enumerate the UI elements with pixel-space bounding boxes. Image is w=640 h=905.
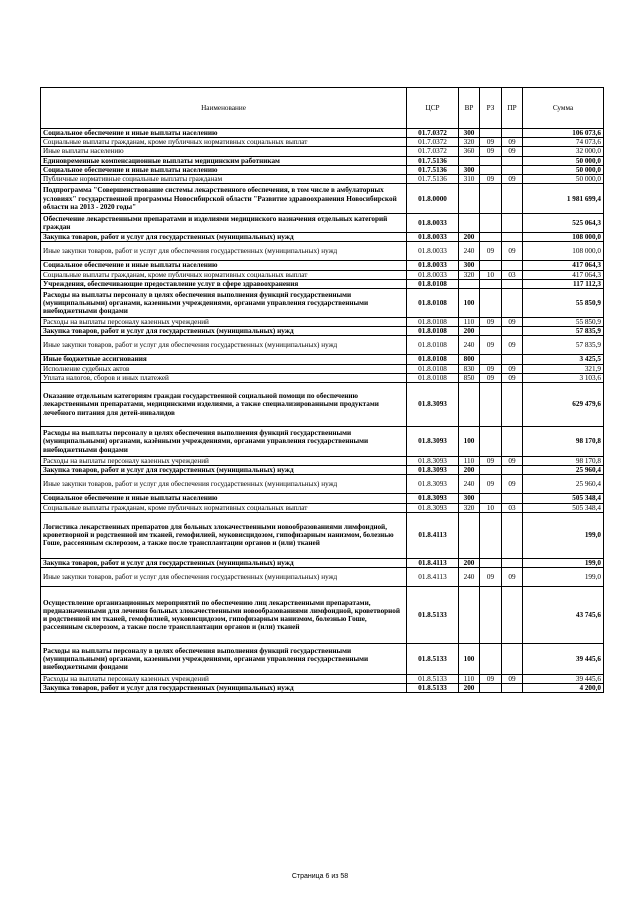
cell-vr: 100 <box>459 427 480 457</box>
cell-rz: 10 <box>480 270 502 279</box>
header-rz: РЗ <box>480 88 502 129</box>
table-row <box>41 279 604 288</box>
cell-sum: 525 064,3 <box>523 214 604 233</box>
table-body <box>41 129 604 693</box>
cell-rz: 09 <box>480 175 502 184</box>
cell-name: Расходы на выплаты персоналу казенных учреждений <box>41 457 407 466</box>
header-name: Наименование <box>41 88 407 129</box>
table-row <box>41 364 604 373</box>
table-row <box>41 503 604 512</box>
table-row <box>41 558 604 567</box>
cell-sum: 1 981 699,4 <box>523 184 604 214</box>
cell-vr: 300 <box>459 165 480 174</box>
cell-pr <box>502 261 523 270</box>
table-row <box>41 336 604 355</box>
cell-sum: 117 112,3 <box>523 279 604 288</box>
table-row <box>41 147 604 156</box>
cell-vr: 240 <box>459 336 480 355</box>
cell-pr <box>502 129 523 138</box>
table-row <box>41 383 604 427</box>
cell-sum: 108 000,0 <box>523 242 604 261</box>
cell-csr: 01.8.5133 <box>407 684 459 693</box>
cell-rz <box>480 184 502 214</box>
cell-pr: 03 <box>502 270 523 279</box>
cell-pr <box>502 327 523 336</box>
cell-pr: 09 <box>502 318 523 327</box>
cell-rz <box>480 261 502 270</box>
cell-csr: 01.8.4113 <box>407 512 459 558</box>
cell-vr: 200 <box>459 233 480 242</box>
table-row <box>41 457 604 466</box>
cell-name: Иные выплаты населению <box>41 147 407 156</box>
cell-sum: 57 835,9 <box>523 336 604 355</box>
cell-vr <box>459 587 480 644</box>
cell-pr: 09 <box>502 457 523 466</box>
cell-rz <box>480 129 502 138</box>
cell-rz: 09 <box>480 568 502 587</box>
cell-pr <box>502 165 523 174</box>
cell-pr <box>502 156 523 165</box>
cell-rz <box>480 427 502 457</box>
cell-pr: 09 <box>502 675 523 684</box>
budget-table <box>40 87 604 693</box>
cell-csr: 01.8.0108 <box>407 318 459 327</box>
cell-vr: 240 <box>459 475 480 494</box>
cell-csr: 01.8.3093 <box>407 466 459 475</box>
cell-vr: 100 <box>459 644 480 675</box>
cell-sum: 57 835,9 <box>523 327 604 336</box>
cell-csr: 01.7.5136 <box>407 156 459 165</box>
cell-name: Иные закупки товаров, работ и услуг для обеспечения государственных (муниципальных) нужд <box>41 568 407 587</box>
cell-pr: 09 <box>502 568 523 587</box>
cell-vr: 300 <box>459 494 480 503</box>
header-row <box>41 88 604 129</box>
cell-name: Публичные нормативные социальные выплаты гражданам <box>41 175 407 184</box>
cell-sum: 199,0 <box>523 512 604 558</box>
cell-csr: 01.8.3093 <box>407 427 459 457</box>
cell-name: Расходы на выплаты персоналу в целях обеспечения выполнения функций государственными (муниципальными) органами, казёнными учреждениями, органами управления государственными внебюджетными фондами <box>41 427 407 457</box>
header-csr: ЦСР <box>407 88 459 129</box>
cell-pr: 09 <box>502 475 523 494</box>
cell-vr: 200 <box>459 684 480 693</box>
cell-sum: 50 000,0 <box>523 156 604 165</box>
cell-name: Расходы на выплаты персоналу в целях обеспечения выполнения функций государственными (муниципальными) органами, казенными учреждениями, органами управления государственными внебюджетными фондами <box>41 644 407 675</box>
cell-name: Социальное обеспечение и иные выплаты населению <box>41 129 407 138</box>
cell-pr: 09 <box>502 242 523 261</box>
cell-csr: 01.8.0033 <box>407 270 459 279</box>
cell-rz <box>480 165 502 174</box>
cell-rz <box>480 494 502 503</box>
cell-sum: 25 960,4 <box>523 475 604 494</box>
cell-csr: 01.8.4113 <box>407 568 459 587</box>
cell-sum: 32 000,0 <box>523 147 604 156</box>
header-vr: ВР <box>459 88 480 129</box>
cell-pr: 09 <box>502 147 523 156</box>
cell-rz: 09 <box>480 138 502 147</box>
cell-name: Расходы на выплаты персоналу казенных учреждений <box>41 675 407 684</box>
table-row <box>41 494 604 503</box>
cell-sum: 98 170,8 <box>523 457 604 466</box>
cell-pr: 09 <box>502 175 523 184</box>
cell-vr <box>459 156 480 165</box>
cell-pr: 09 <box>502 364 523 373</box>
table-row <box>41 327 604 336</box>
cell-name: Иные бюджетные ассигнования <box>41 355 407 364</box>
table-row <box>41 156 604 165</box>
cell-rz: 09 <box>480 364 502 373</box>
cell-pr <box>502 512 523 558</box>
cell-name: Учреждения, обеспечивающие предоставление услуг в сфере здравоохранения <box>41 279 407 288</box>
cell-csr: 01.8.3093 <box>407 503 459 512</box>
cell-pr <box>502 558 523 567</box>
cell-name: Социальное обеспечение и иные выплаты населению <box>41 165 407 174</box>
cell-pr <box>502 355 523 364</box>
cell-sum: 39 445,6 <box>523 644 604 675</box>
cell-name: Закупка товаров, работ и услуг для государственных (муниципальных) нужд <box>41 233 407 242</box>
cell-name: Социальные выплаты гражданам, кроме публичных нормативных социальных выплат <box>41 138 407 147</box>
cell-rz <box>480 383 502 427</box>
cell-csr: 01.8.5133 <box>407 644 459 675</box>
table-row <box>41 587 604 644</box>
cell-rz: 09 <box>480 457 502 466</box>
cell-vr: 300 <box>459 129 480 138</box>
cell-vr: 200 <box>459 327 480 336</box>
cell-rz <box>480 214 502 233</box>
cell-name: Единовременные компенсационные выплаты медицинским работникам <box>41 156 407 165</box>
cell-csr: 01.8.0108 <box>407 327 459 336</box>
cell-rz <box>480 558 502 567</box>
cell-rz <box>480 644 502 675</box>
cell-rz <box>480 279 502 288</box>
table-row <box>41 427 604 457</box>
cell-name: Закупка товаров, работ и услуг для государственных (муниципальных) нужд <box>41 466 407 475</box>
cell-vr <box>459 184 480 214</box>
cell-vr: 320 <box>459 503 480 512</box>
cell-sum: 50 000,0 <box>523 165 604 174</box>
cell-pr <box>502 644 523 675</box>
cell-name: Уплата налогов, сборов и иных платежей <box>41 373 407 382</box>
cell-vr: 110 <box>459 457 480 466</box>
cell-pr <box>502 466 523 475</box>
cell-sum: 4 200,0 <box>523 684 604 693</box>
cell-csr: 01.8.0108 <box>407 364 459 373</box>
cell-csr: 01.8.4113 <box>407 558 459 567</box>
cell-pr <box>502 587 523 644</box>
cell-rz <box>480 587 502 644</box>
cell-pr: 09 <box>502 336 523 355</box>
cell-rz: 10 <box>480 503 502 512</box>
cell-pr <box>502 233 523 242</box>
cell-sum: 98 170,8 <box>523 427 604 457</box>
cell-vr: 320 <box>459 138 480 147</box>
cell-csr: 01.8.0108 <box>407 355 459 364</box>
cell-sum: 3 425,5 <box>523 355 604 364</box>
cell-pr <box>502 427 523 457</box>
cell-name: Расходы на выплаты персоналу казенных учреждений <box>41 318 407 327</box>
table-row <box>41 233 604 242</box>
cell-name: Осуществление организационных мероприятий по обеспечению лиц лекарственными препаратами, предназначенными для лечения больных злокачественными новообразованиями лимфоидной, кроветворной и родственной им тканей, гемофилией, муковисцидозом, гипофизарным нанизмом, болезнью Гоше, рассеянным склерозом, а также после трансплантации органов и (или) тканей <box>41 587 407 644</box>
table-row <box>41 289 604 318</box>
cell-vr <box>459 279 480 288</box>
table-row <box>41 175 604 184</box>
cell-vr: 800 <box>459 355 480 364</box>
cell-name: Закупка товаров, работ и услуг для государственных (муниципальных) нужд <box>41 327 407 336</box>
table-row <box>41 373 604 382</box>
cell-name: Расходы на выплаты персоналу в целях обеспечения выполнения функций государственными (муниципальными) органами, казенными учреждениями, органами управления государственными внебюджетными фондами <box>41 289 407 318</box>
cell-rz: 09 <box>480 147 502 156</box>
cell-name: Логистика лекарственных препаратов для больных злокачественными новообразованиями лимфоидной, кроветворной и родственной им тканей, гемофилией, муковисцидозом, гипофизарным нанизмом, болезнью Гоше, рассеянным склерозом, а также после трансплантации органов и (или) тканей <box>41 512 407 558</box>
cell-rz <box>480 684 502 693</box>
cell-vr <box>459 383 480 427</box>
cell-sum: 25 960,4 <box>523 466 604 475</box>
cell-sum: 55 850,9 <box>523 318 604 327</box>
cell-csr: 01.8.0033 <box>407 233 459 242</box>
cell-name: Социальные выплаты гражданам, кроме публичных нормативных социальных выплат <box>41 503 407 512</box>
cell-rz <box>480 466 502 475</box>
table-row <box>41 466 604 475</box>
cell-pr: 09 <box>502 138 523 147</box>
cell-pr <box>502 214 523 233</box>
table-row <box>41 184 604 214</box>
cell-vr: 240 <box>459 568 480 587</box>
cell-sum: 505 348,4 <box>523 494 604 503</box>
cell-rz <box>480 289 502 318</box>
cell-pr <box>502 279 523 288</box>
cell-csr: 01.8.0108 <box>407 279 459 288</box>
cell-csr: 01.8.0033 <box>407 242 459 261</box>
cell-vr: 360 <box>459 147 480 156</box>
cell-vr: 310 <box>459 175 480 184</box>
cell-rz <box>480 355 502 364</box>
cell-sum: 417 064,3 <box>523 261 604 270</box>
cell-sum: 629 479,6 <box>523 383 604 427</box>
table-row <box>41 261 604 270</box>
table-row <box>41 242 604 261</box>
cell-pr: 09 <box>502 373 523 382</box>
cell-rz <box>480 233 502 242</box>
cell-pr <box>502 383 523 427</box>
table-row <box>41 475 604 494</box>
cell-rz: 09 <box>480 675 502 684</box>
cell-sum: 108 000,0 <box>523 233 604 242</box>
cell-csr: 01.8.0033 <box>407 261 459 270</box>
cell-csr: 01.8.5133 <box>407 587 459 644</box>
cell-pr: 03 <box>502 503 523 512</box>
cell-vr: 100 <box>459 289 480 318</box>
cell-csr: 01.7.0372 <box>407 147 459 156</box>
header-pr: ПР <box>502 88 523 129</box>
cell-sum: 74 073,6 <box>523 138 604 147</box>
table-row <box>41 568 604 587</box>
cell-sum: 199,0 <box>523 568 604 587</box>
cell-rz <box>480 156 502 165</box>
cell-csr: 01.8.3093 <box>407 457 459 466</box>
table-row <box>41 270 604 279</box>
cell-pr <box>502 684 523 693</box>
cell-sum: 321,9 <box>523 364 604 373</box>
table-row <box>41 129 604 138</box>
cell-vr: 850 <box>459 373 480 382</box>
cell-rz: 09 <box>480 318 502 327</box>
cell-pr <box>502 184 523 214</box>
cell-rz <box>480 327 502 336</box>
table-row <box>41 512 604 558</box>
cell-pr <box>502 289 523 318</box>
cell-sum: 55 850,9 <box>523 289 604 318</box>
cell-rz: 09 <box>480 242 502 261</box>
cell-sum: 3 103,6 <box>523 373 604 382</box>
cell-vr <box>459 214 480 233</box>
cell-name: Социальные выплаты гражданам, кроме публичных нормативных социальных выплат <box>41 270 407 279</box>
cell-name: Оказание отдельным категориям граждан государственной социальной помощи по обеспечению лекарственными препаратами, медицинскими изделиями, а также специализированными продуктами лечебного питания для детей-инвалидов <box>41 383 407 427</box>
cell-sum: 106 073,6 <box>523 129 604 138</box>
cell-name: Иные закупки товаров, работ и услуг для обеспечения государственных (муниципальных) нужд <box>41 242 407 261</box>
table-row <box>41 675 604 684</box>
cell-vr: 830 <box>459 364 480 373</box>
cell-csr: 01.8.0033 <box>407 214 459 233</box>
cell-csr: 01.7.5136 <box>407 175 459 184</box>
cell-vr <box>459 512 480 558</box>
cell-name: Социальное обеспечение и иные выплаты населению <box>41 261 407 270</box>
page-number: Страница 6 из 58 <box>291 873 349 880</box>
cell-sum: 199,0 <box>523 558 604 567</box>
cell-sum: 39 445,6 <box>523 675 604 684</box>
cell-csr: 01.8.5133 <box>407 675 459 684</box>
table-row <box>41 644 604 675</box>
cell-vr: 200 <box>459 558 480 567</box>
table-row <box>41 214 604 233</box>
header-sum: Сумма <box>523 88 604 129</box>
cell-csr: 01.7.0372 <box>407 129 459 138</box>
cell-name: Обеспечение лекарственными препаратами и изделиями медицинского назначения отдельных категорий граждан <box>41 214 407 233</box>
cell-vr: 320 <box>459 270 480 279</box>
cell-csr: 01.8.0000 <box>407 184 459 214</box>
cell-name: Подпрограмма "Совершенствование системы лекарственного обеспечения, в том числе в амбулаторных условиях" государственной программы Новосибирской области "Развитие здравоохранения Новосибирской области на 2013 - 2020 годы" <box>41 184 407 214</box>
cell-csr: 01.8.0108 <box>407 336 459 355</box>
cell-csr: 01.7.5136 <box>407 165 459 174</box>
cell-sum: 505 348,4 <box>523 503 604 512</box>
cell-rz: 09 <box>480 373 502 382</box>
cell-name: Закупка товаров, работ и услуг для государственных (муниципальных) нужд <box>41 684 407 693</box>
cell-csr: 01.8.3093 <box>407 494 459 503</box>
cell-csr: 01.7.0372 <box>407 138 459 147</box>
table-row <box>41 684 604 693</box>
cell-sum: 43 745,6 <box>523 587 604 644</box>
cell-rz: 09 <box>480 475 502 494</box>
cell-name: Закупка товаров, работ и услуг для государственных (муниципальных) нужд <box>41 558 407 567</box>
cell-vr: 240 <box>459 242 480 261</box>
cell-sum: 50 000,0 <box>523 175 604 184</box>
cell-rz <box>480 512 502 558</box>
table-row <box>41 318 604 327</box>
cell-vr: 110 <box>459 675 480 684</box>
table-row <box>41 165 604 174</box>
cell-vr: 300 <box>459 261 480 270</box>
cell-sum: 417 064,3 <box>523 270 604 279</box>
cell-name: Иные закупки товаров, работ и услуг для обеспечения государственных (муниципальных) нужд <box>41 475 407 494</box>
cell-name: Исполнение судебных актов <box>41 364 407 373</box>
cell-csr: 01.8.3093 <box>407 383 459 427</box>
cell-csr: 01.8.0108 <box>407 373 459 382</box>
cell-name: Социальное обеспечение и иные выплаты населению <box>41 494 407 503</box>
table-row <box>41 138 604 147</box>
cell-vr: 200 <box>459 466 480 475</box>
cell-vr: 110 <box>459 318 480 327</box>
cell-pr <box>502 494 523 503</box>
cell-name: Иные закупки товаров, работ и услуг для обеспечения государственных (муниципальных) нужд <box>41 336 407 355</box>
cell-rz: 09 <box>480 336 502 355</box>
cell-csr: 01.8.0108 <box>407 289 459 318</box>
cell-csr: 01.8.3093 <box>407 475 459 494</box>
table-row <box>41 355 604 364</box>
